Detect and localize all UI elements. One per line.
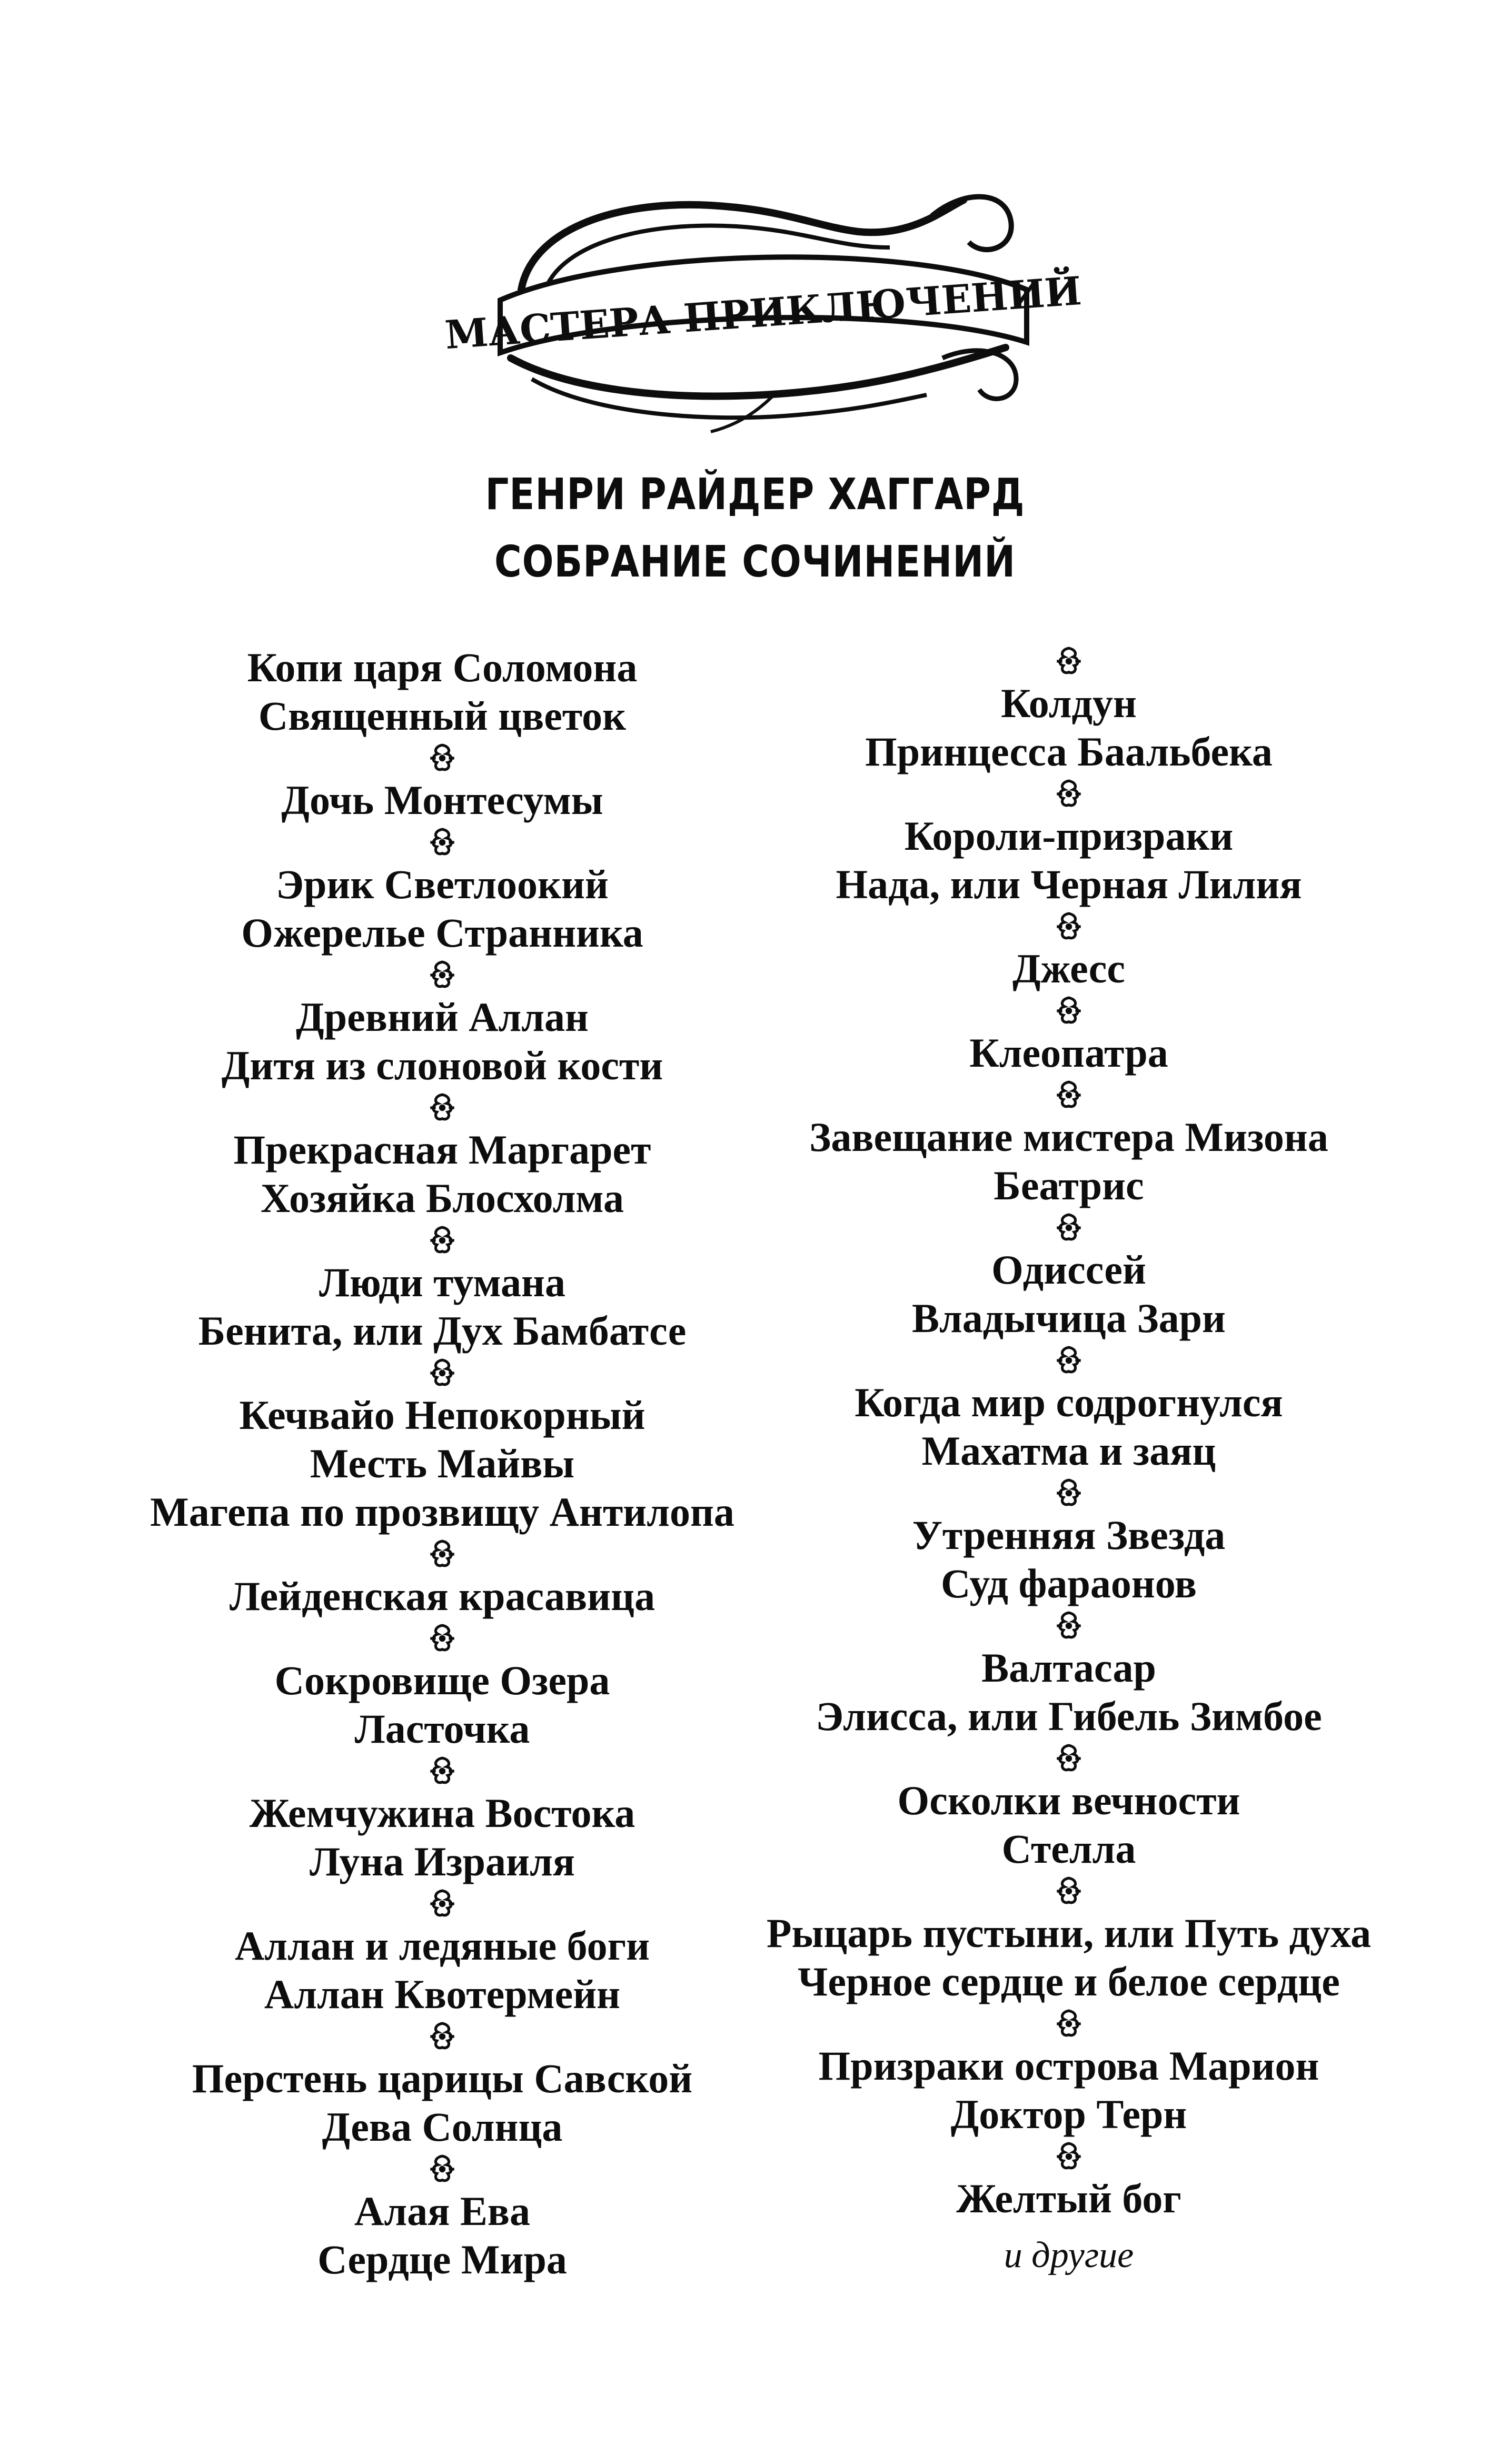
fleuron-icon bbox=[1048, 1343, 1090, 1378]
book-title: Джесс bbox=[1012, 946, 1125, 991]
book-title: Принцесса Баальбека bbox=[865, 729, 1273, 774]
book-title: Священный цветок bbox=[258, 693, 627, 739]
book-title: Бенита, или Дух Бамбатсе bbox=[198, 1308, 687, 1354]
fleuron-icon bbox=[1048, 1077, 1090, 1113]
book-title: Магепа по прозвищу Антилопа bbox=[150, 1489, 734, 1535]
fleuron-icon bbox=[421, 1886, 463, 1922]
book-title: Жемчужина Востока bbox=[249, 1790, 635, 1836]
book-title: Колдун bbox=[1001, 680, 1137, 726]
book-title: Доктор Терн bbox=[950, 2091, 1187, 2137]
fleuron-icon bbox=[1048, 2006, 1090, 2042]
book-title: Алая Ева bbox=[354, 2188, 530, 2234]
book-title: Стелла bbox=[1001, 1826, 1136, 1872]
series-logo bbox=[443, 168, 1083, 442]
left-title-list bbox=[121, 643, 763, 2284]
book-title: Люди тумана bbox=[319, 1259, 565, 1305]
book-title: Месть Майвы bbox=[310, 1440, 575, 1486]
book-title: Сокровище Озера bbox=[274, 1657, 610, 1703]
book-title: Кечвайо Непокорный bbox=[239, 1392, 645, 1438]
fleuron-icon bbox=[1048, 1741, 1090, 1776]
fleuron-icon bbox=[421, 1223, 463, 1258]
fleuron-icon bbox=[1048, 909, 1090, 945]
book-title: Прекрасная Маргарет bbox=[233, 1127, 651, 1173]
fleuron-icon bbox=[1048, 1475, 1090, 1511]
book-title: Лейденская красавица bbox=[229, 1573, 655, 1619]
book-title: Элисса, или Гибель Зимбое bbox=[816, 1693, 1322, 1739]
fleuron-icon bbox=[421, 1536, 463, 1572]
fleuron-icon bbox=[421, 1753, 463, 1789]
fleuron-icon bbox=[421, 957, 463, 993]
fleuron-icon bbox=[1048, 1210, 1090, 1246]
fleuron-icon bbox=[1048, 776, 1090, 812]
book-title: Дочь Монтесумы bbox=[281, 777, 603, 823]
fleuron-icon bbox=[1048, 1608, 1090, 1644]
book-title: Завещание мистера Мизона bbox=[809, 1114, 1328, 1160]
fleuron-icon bbox=[1048, 2139, 1090, 2174]
book-title: Дева Солнца bbox=[322, 2104, 563, 2150]
fleuron-icon bbox=[421, 2151, 463, 2187]
book-title: Эрик Светлоокий bbox=[276, 861, 609, 907]
right-title-list bbox=[748, 643, 1390, 2280]
book-title: Нада, или Черная Лилия bbox=[836, 861, 1302, 907]
fleuron-icon bbox=[421, 740, 463, 776]
and-others-note: и другие bbox=[1004, 2235, 1134, 2276]
book-title: Дитя из слоновой кости bbox=[221, 1042, 663, 1088]
book-title: Осколки вечности bbox=[897, 1777, 1240, 1823]
book-title: Рыцарь пустыни, или Путь духа bbox=[766, 1910, 1372, 1956]
book-title: Одиссей bbox=[991, 1247, 1146, 1293]
book-title: Суд фараонов bbox=[941, 1561, 1197, 1606]
author-name: ГЕНРИ РАЙДЕР ХАГГАРД bbox=[485, 470, 1025, 520]
book-title: Аллан и ледяные боги bbox=[234, 1923, 650, 1969]
book-title: Древний Аллан bbox=[296, 994, 589, 1040]
book-title: Желтый бог bbox=[956, 2175, 1181, 2221]
fleuron-icon bbox=[1048, 993, 1090, 1029]
book-title: Призраки острова Марион bbox=[818, 2043, 1319, 2089]
book-title: Ожерелье Странника bbox=[241, 910, 643, 956]
book-title: Утренняя Звезда bbox=[912, 1512, 1226, 1558]
book-title: Перстень царицы Савской bbox=[192, 2055, 693, 2101]
book-title: Махатма и заяц bbox=[921, 1428, 1216, 1474]
book-title: Ласточка bbox=[354, 1706, 530, 1752]
logo-text: МАСТЕРА ПРИКЛЮЧЕНИЙ bbox=[443, 268, 1083, 359]
book-title: Сердце Мира bbox=[317, 2237, 567, 2282]
book-title: Черное сердце и белое сердце bbox=[798, 1959, 1340, 2004]
book-title: Короли-призраки bbox=[904, 813, 1234, 859]
fleuron-icon bbox=[1048, 1873, 1090, 1909]
collection-subtitle: СОБРАНИЕ СОЧИНЕНИЙ bbox=[494, 537, 1016, 587]
book-title: Валтасар bbox=[981, 1645, 1156, 1691]
fleuron-icon bbox=[421, 824, 463, 860]
fleuron-icon bbox=[421, 1621, 463, 1656]
book-title: Копи царя Соломона bbox=[247, 644, 638, 690]
fleuron-icon bbox=[1048, 643, 1090, 679]
book-title: Луна Израиля bbox=[310, 1839, 575, 1884]
book-title: Когда мир содрогнулся bbox=[855, 1379, 1283, 1425]
fleuron-icon bbox=[421, 2019, 463, 2054]
book-title: Клеопатра bbox=[969, 1030, 1168, 1076]
book-title: Хозяйка Блосхолма bbox=[261, 1175, 624, 1221]
fleuron-icon bbox=[421, 1355, 463, 1391]
book-title: Владычица Зари bbox=[911, 1295, 1226, 1341]
book-title: Беатрис bbox=[994, 1163, 1144, 1208]
fleuron-icon bbox=[421, 1090, 463, 1126]
book-title: Аллан Квотермейн bbox=[264, 1971, 621, 2017]
